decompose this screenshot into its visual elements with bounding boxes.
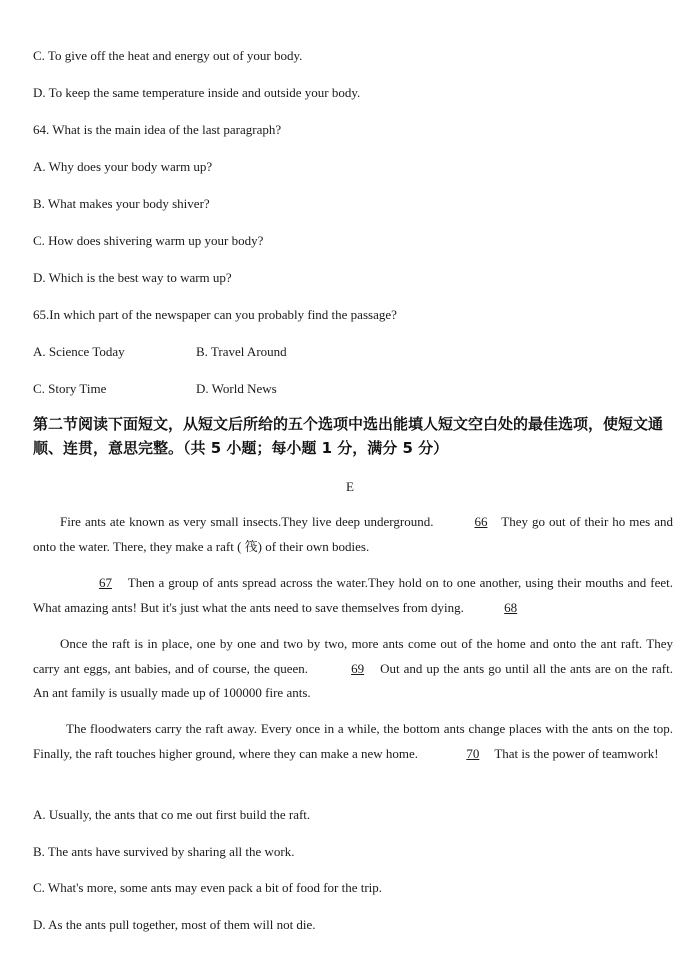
- blank-70: 70: [466, 745, 480, 761]
- blank-68: 68: [504, 599, 518, 615]
- q65-option-d: D. World News: [196, 381, 277, 396]
- q64-option-b: B. What makes your body shiver?: [33, 196, 210, 211]
- paragraph-text: That is the power of teamwork!: [494, 745, 659, 761]
- paragraph-text: They go out of their ho mes and onto the water. There, they make a raft ( 筏) of their own bodies.: [33, 514, 674, 554]
- paragraph-text: Out and up the ants go until all the ants are on the raft. An ant family is usually made up of 100000 fire ants.: [33, 660, 673, 700]
- passage-paragraph-4: [33, 717, 673, 766]
- paragraph-text: Once the raft is in place, one by one and two by two, more ants come out of the home and onto the ant raft. They carry ant eggs, ant babies, and of course, the queen.: [33, 636, 673, 676]
- blank-66: 66: [474, 514, 488, 529]
- q65-option-b: B. Travel Around: [196, 344, 287, 359]
- choice-b: B. The ants have survived by sharing all the work.: [33, 844, 295, 859]
- choice-a: A. Usually, the ants that co me out first build the raft.: [33, 807, 311, 822]
- blank-67: 67: [99, 575, 112, 590]
- q63-option-c: C. To give off the heat and energy out of your body.: [33, 48, 303, 63]
- q64-option-d: D. Which is the best way to warm up?: [33, 270, 232, 285]
- blank-69: 69: [351, 660, 365, 676]
- paragraph-text: The floodwaters carry the raft away. Every once in a while, the bottom ants change places with the ants on the top. Finally, the raft touches higher ground, where they can make a new home.: [33, 721, 673, 761]
- passage-paragraph-3: [33, 632, 673, 706]
- q65-option-c: C. Story Time: [33, 381, 107, 396]
- q65-option-a: A. Science Today: [33, 344, 125, 359]
- q65-question: 65.In which part of the newspaper can you probably find the passage?: [33, 307, 397, 322]
- paragraph-text: Then a group of ants spread across the water.They hold on to one another, using their mouths and feet. What amazing ants! But it's just what the ants need to save themselves from dying.: [33, 575, 674, 615]
- choice-d: D. As the ants pull together, most of them will not die.: [33, 917, 316, 932]
- q63-option-d: D. To keep the same temperature inside and outside your body.: [33, 85, 361, 100]
- q64-option-c: C. How does shivering warm up your body?: [33, 233, 264, 248]
- passage-title: E: [346, 479, 354, 494]
- choice-c: C. What's more, some ants may even pack a bit of food for the trip.: [33, 880, 383, 895]
- passage-paragraph-2: [33, 571, 673, 620]
- q64-option-a: A. Why does your body warm up?: [33, 159, 213, 174]
- passage-paragraph-1: [33, 510, 673, 559]
- section-instruction: 第二节阅读下面短文，从短文后所给的五个选项中选出能填人短文空白处的最佳选项，使短文通顺、连贯，意思完整。（共 5 小题；每小题 1 分，满分 5 分）: [33, 415, 664, 457]
- paragraph-text: Fire ants ate known as very small insects.They live deep underground.: [60, 514, 434, 529]
- q64-question: 64. What is the main idea of the last paragraph?: [33, 122, 282, 137]
